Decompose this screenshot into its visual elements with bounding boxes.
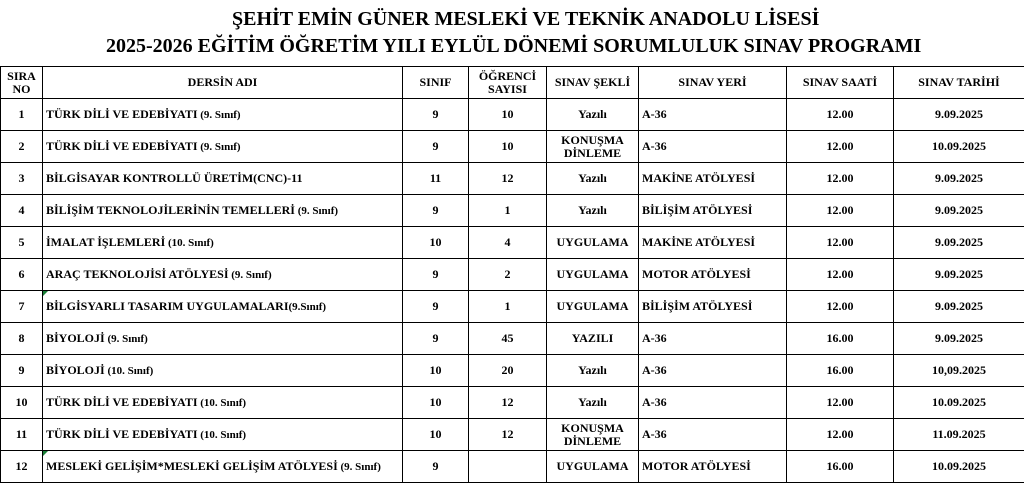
- cell-sinif: 9: [403, 291, 469, 323]
- cell-dersin-adi: [43, 323, 403, 355]
- cell-ogrenci-sayisi: 2: [469, 259, 547, 291]
- cell-sira-no: 5: [1, 227, 43, 259]
- cell-ogrenci-sayisi: 20: [469, 355, 547, 387]
- cell-sinav-saati: 12.00: [787, 291, 894, 323]
- cell-dersin-adi: [43, 99, 403, 131]
- course-name: BİLGİSYARLI TASARIM UYGULAMALARI: [46, 298, 289, 313]
- cell-sinif: 10: [403, 227, 469, 259]
- cell-sinav-saati: 12.00: [787, 195, 894, 227]
- cell-sinif: 10: [403, 355, 469, 387]
- cell-sinav-tarihi: 9.09.2025: [894, 163, 1024, 195]
- cell-dersin-adi: [43, 451, 403, 483]
- course-name: TÜRK DİLİ VE EDEBİYATI: [46, 138, 198, 153]
- cell-dersin-adi: [43, 387, 403, 419]
- cell-sinav-sekli: Yazılı: [547, 99, 639, 131]
- cell-ogrenci-sayisi: 1: [469, 195, 547, 227]
- cell-sinav-yeri: MOTOR ATÖLYESİ: [639, 451, 787, 483]
- cell-sinav-yeri: MOTOR ATÖLYESİ: [639, 259, 787, 291]
- cell-ogrenci-sayisi: 4: [469, 227, 547, 259]
- cell-sinav-tarihi: 9.09.2025: [894, 227, 1024, 259]
- course-name: TÜRK DİLİ VE EDEBİYATI: [46, 394, 198, 409]
- table-row: [1, 387, 1024, 419]
- cell-sinif: 11: [403, 163, 469, 195]
- course-grade-note: (10. Sınıf): [104, 364, 154, 377]
- cell-dersin-adi: [43, 419, 403, 451]
- cell-sinav-saati: 16.00: [787, 323, 894, 355]
- cell-sira-no: 11: [1, 419, 43, 451]
- cell-sinav-tarihi: 9.09.2025: [894, 195, 1024, 227]
- cell-sinav-yeri: A-36: [639, 387, 787, 419]
- cell-sira-no: 3: [1, 163, 43, 195]
- cell-ogrenci-sayisi: 12: [469, 387, 547, 419]
- course-grade-note: (10. Sınıf): [197, 396, 247, 409]
- cell-sinav-saati: 12.00: [787, 387, 894, 419]
- cell-dersin-adi: [43, 355, 403, 387]
- exam-program-title: 2025-2026 EĞİTİM ÖĞRETİM YILI EYLÜL DÖNEMİ SORUMLULUK SINAV PROGRAMI: [106, 35, 922, 57]
- cell-sinav-tarihi: 9.09.2025: [894, 259, 1024, 291]
- cell-sinav-yeri: A-36: [639, 419, 787, 451]
- cell-sinav-tarihi: 9.09.2025: [894, 99, 1024, 131]
- cell-sira-no: 8: [1, 323, 43, 355]
- cell-sinav-sekli: Yazılı: [547, 163, 639, 195]
- cell-sinav-tarihi: 11.09.2025: [894, 419, 1024, 451]
- course-grade-note: (9. Sınıf): [337, 460, 381, 473]
- table-row: [1, 259, 1024, 291]
- header-sinav-yeri: SINAV YERİ: [639, 67, 787, 99]
- cell-ogrenci-sayisi: 1: [469, 291, 547, 323]
- cell-sinif: 10: [403, 387, 469, 419]
- cell-sinif: 9: [403, 259, 469, 291]
- cell-sira-no: 6: [1, 259, 43, 291]
- cell-sinav-yeri: A-36: [639, 355, 787, 387]
- table-row: [1, 131, 1024, 163]
- cell-dersin-adi: [43, 259, 403, 291]
- cell-dersin-adi: [43, 227, 403, 259]
- course-name: İMALAT İŞLEMLERİ: [46, 234, 166, 249]
- cell-ogrenci-sayisi: 12: [469, 163, 547, 195]
- cell-sinav-sekli: KONUŞMA DİNLEME: [547, 131, 639, 163]
- cell-sinav-saati: 12.00: [787, 163, 894, 195]
- cell-sinav-yeri: A-36: [639, 323, 787, 355]
- course-grade-note: (9. Sınıf): [197, 108, 241, 121]
- cell-sinav-tarihi: 9.09.2025: [894, 323, 1024, 355]
- cell-ogrenci-sayisi: [469, 451, 547, 483]
- cell-sinav-yeri: BİLİŞİM ATÖLYESİ: [639, 195, 787, 227]
- cell-sinav-yeri: A-36: [639, 131, 787, 163]
- cell-sinav-saati: 12.00: [787, 227, 894, 259]
- header-sinif: SINIF: [403, 67, 469, 99]
- table-row: [1, 195, 1024, 227]
- course-name: BİLİŞİM TEKNOLOJİLERİNİN TEMELLERİ: [46, 202, 295, 217]
- header-sinav-sekli: SINAV ŞEKLİ: [547, 67, 639, 99]
- cell-sinav-tarihi: 9.09.2025: [894, 291, 1024, 323]
- cell-sinif: 9: [403, 451, 469, 483]
- cell-dersin-adi: [43, 163, 403, 195]
- table-body: [1, 99, 1024, 483]
- cell-sinav-sekli: Yazılı: [547, 355, 639, 387]
- cell-sira-no: 7: [1, 291, 43, 323]
- cell-sinav-saati: 12.00: [787, 99, 894, 131]
- header-dersin-adi: DERSİN ADI: [43, 67, 403, 99]
- cell-sinav-saati: 12.00: [787, 259, 894, 291]
- cell-sinav-tarihi: 10.09.2025: [894, 451, 1024, 483]
- cell-dersin-adi: [43, 195, 403, 227]
- course-name: TÜRK DİLİ VE EDEBİYATI: [46, 106, 198, 121]
- cell-sinav-saati: 16.00: [787, 451, 894, 483]
- cell-sinav-tarihi: 10,09.2025: [894, 355, 1024, 387]
- cell-ogrenci-sayisi: 10: [469, 99, 547, 131]
- course-name: BİLGİSAYAR KONTROLLÜ ÜRETİM(CNC)-11: [46, 170, 303, 185]
- cell-sinav-sekli: Yazılı: [547, 195, 639, 227]
- course-name: BİYOLOJİ: [46, 362, 105, 377]
- header-ogrenci-sayisi: ÖĞRENCİ SAYISI: [469, 67, 547, 99]
- cell-sira-no: 12: [1, 451, 43, 483]
- school-name-title: ŞEHİT EMİN GÜNER MESLEKİ VE TEKNİK ANADOLU LİSESİ: [232, 8, 820, 30]
- cell-ogrenci-sayisi: 12: [469, 419, 547, 451]
- cell-dersin-adi: [43, 131, 403, 163]
- cell-sira-no: 4: [1, 195, 43, 227]
- course-grade-note: (9.Sınıf): [288, 300, 327, 313]
- course-grade-note: (9. Sınıf): [294, 204, 339, 217]
- cell-sira-no: 2: [1, 131, 43, 163]
- table-row: [1, 163, 1024, 195]
- cell-sinav-yeri: BİLİŞİM ATÖLYESİ: [639, 291, 787, 323]
- cell-sinif: 9: [403, 195, 469, 227]
- cell-sinav-saati: 12.00: [787, 419, 894, 451]
- course-name: BİYOLOJİ: [46, 330, 105, 345]
- table-row: [1, 227, 1024, 259]
- course-grade-note: (9. Sınıf): [197, 140, 241, 153]
- cell-sinav-sekli: UYGULAMA: [547, 259, 639, 291]
- cell-sinav-sekli: UYGULAMA: [547, 227, 639, 259]
- cell-sinif: 10: [403, 419, 469, 451]
- course-grade-note: (10. Sınıf): [197, 428, 247, 441]
- cell-sinav-tarihi: 10.09.2025: [894, 131, 1024, 163]
- table-row: [1, 419, 1024, 451]
- cell-sinif: 9: [403, 323, 469, 355]
- cell-sinav-sekli: YAZILI: [547, 323, 639, 355]
- course-name: TÜRK DİLİ VE EDEBİYATI: [46, 426, 198, 441]
- cell-sinif: 9: [403, 131, 469, 163]
- cell-sinav-sekli: UYGULAMA: [547, 291, 639, 323]
- cell-sinav-sekli: Yazılı: [547, 387, 639, 419]
- course-grade-note: (10. Sınıf): [165, 236, 214, 249]
- cell-sinav-yeri: A-36: [639, 99, 787, 131]
- course-name: MESLEKİ GELİŞİM*MESLEKİ GELİŞİM ATÖLYESİ: [46, 458, 338, 473]
- table-row: [1, 355, 1024, 387]
- course-name: ARAÇ TEKNOLOJİSİ ATÖLYESİ: [46, 266, 229, 281]
- header-sinav-saati: SINAV SAATİ: [787, 67, 894, 99]
- table-header-row: [1, 67, 1024, 99]
- cell-ogrenci-sayisi: 45: [469, 323, 547, 355]
- course-grade-note: (9. Sınıf): [228, 268, 272, 281]
- cell-sinav-sekli: UYGULAMA: [547, 451, 639, 483]
- course-grade-note: (9. Sınıf): [104, 332, 148, 345]
- header-sira-no: SIRA NO: [1, 67, 43, 99]
- cell-sinav-yeri: MAKİNE ATÖLYESİ: [639, 227, 787, 259]
- cell-ogrenci-sayisi: 10: [469, 131, 547, 163]
- cell-sira-no: 10: [1, 387, 43, 419]
- table-row: [1, 291, 1024, 323]
- table-row: [1, 323, 1024, 355]
- cell-sinav-yeri: MAKİNE ATÖLYESİ: [639, 163, 787, 195]
- table-row: [1, 451, 1024, 483]
- cell-sinav-tarihi: 10.09.2025: [894, 387, 1024, 419]
- cell-sira-no: 9: [1, 355, 43, 387]
- table-row: [1, 99, 1024, 131]
- cell-sinif: 9: [403, 99, 469, 131]
- cell-sinav-saati: 16.00: [787, 355, 894, 387]
- header-sinav-tarihi: SINAV TARİHİ: [894, 67, 1024, 99]
- exam-schedule-table: [0, 66, 1024, 483]
- cell-sira-no: 1: [1, 99, 43, 131]
- cell-dersin-adi: [43, 291, 403, 323]
- cell-sinav-sekli: KONUŞMA DİNLEME: [547, 419, 639, 451]
- cell-sinav-saati: 12.00: [787, 131, 894, 163]
